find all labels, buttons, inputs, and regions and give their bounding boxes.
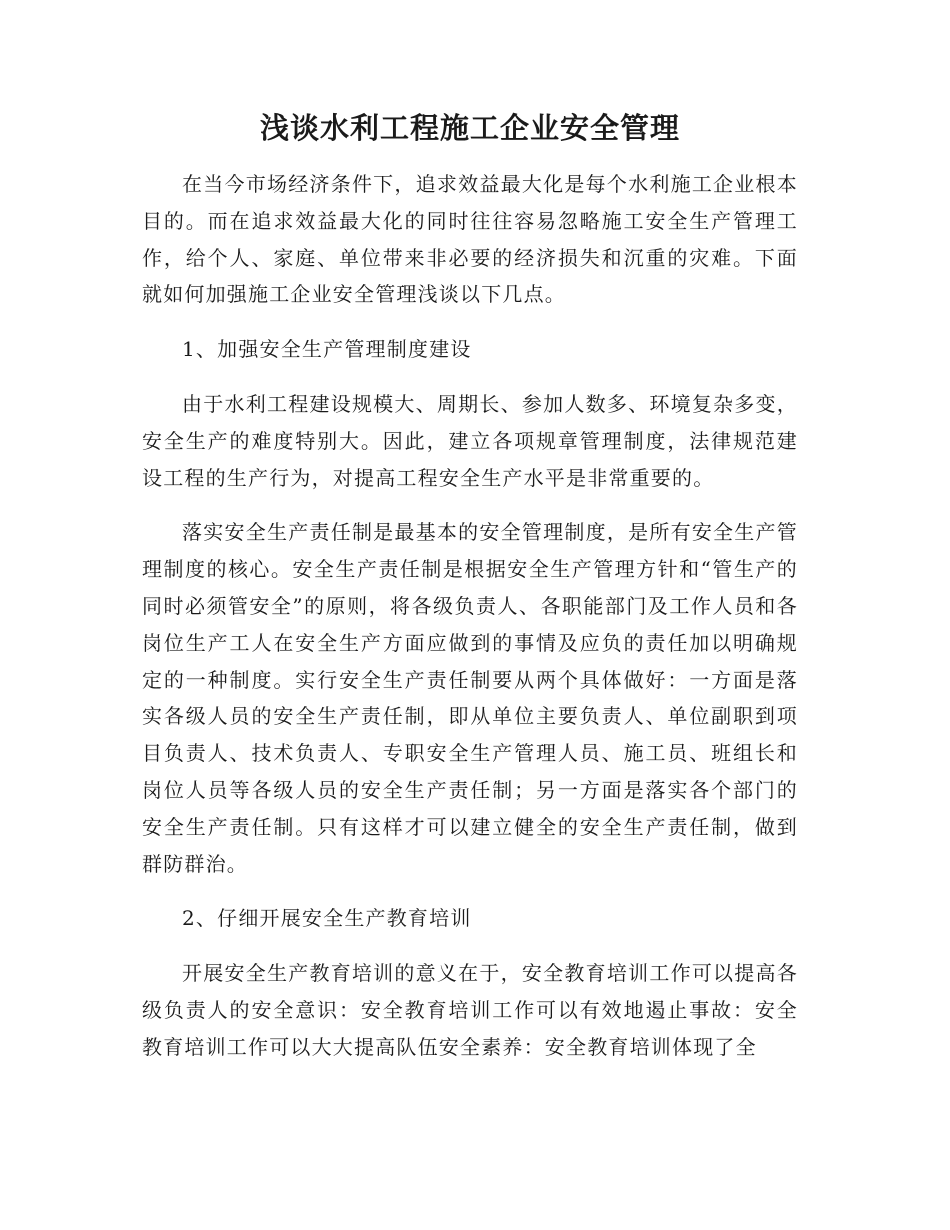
document-title: 浅谈水利工程施工企业安全管理 <box>259 111 680 145</box>
section-heading-2: 2、仔细开展安全生产教育培训 <box>182 906 472 931</box>
section-1-paragraph-1: 由于水利工程建设规模大、周期长、参加人数多、环境复杂多变，安全生产的难度特别大。因此，建立各项规章管理制度，法律规范建设工程的生产行为，对提高工程安全生产水平是非常重要的。 <box>142 391 798 490</box>
section-2-paragraph-1: 开展安全生产教育培训的意义在于，安全教育培训工作可以提高各级负责人的安全意识：安全教育培训工作可以有效地遏止事故：安全教育培训工作可以大大提高队伍安全素养：安全教育培训体现了全 <box>142 961 798 1059</box>
section-heading-1: 1、加强安全生产管理制度建设 <box>182 337 472 362</box>
section-1-paragraph-2: 落实安全生产责任制是最基本的安全管理制度，是所有安全生产管理制度的核心。安全生产责任制是根据安全生产管理方针和“管生产的同时必须管安全”的原则，将各级负责人、各职能部门及工作人员和各岗位生产工人在安全生产方面应做到的事情及应负的责任加以明确规定的一种制度。实行安全生产责任制要从两个具体做好：一方面是落实各级人员的安全生产责任制，即从单位主要负责人、单位副职到项目负责人、技术负责人、专职安全生产管理人员、施工员、班组长和岗位人员等各级人员的安全生产责任制；另一方面是落实各个部门的安全生产责任制。只有这样才可以建立健全的安全生产责任制，做到群防群治。 <box>142 520 798 876</box>
intro-paragraph: 在当今市场经济条件下，追求效益最大化是每个水利施工企业根本目的。而在追求效益最大化的同时往往容易忽略施工安全生产管理工作，给个人、家庭、单位带来非必要的经济损失和沉重的灾难。下面就如何加强施工企业安全管理浅谈以下几点。 <box>142 172 798 307</box>
